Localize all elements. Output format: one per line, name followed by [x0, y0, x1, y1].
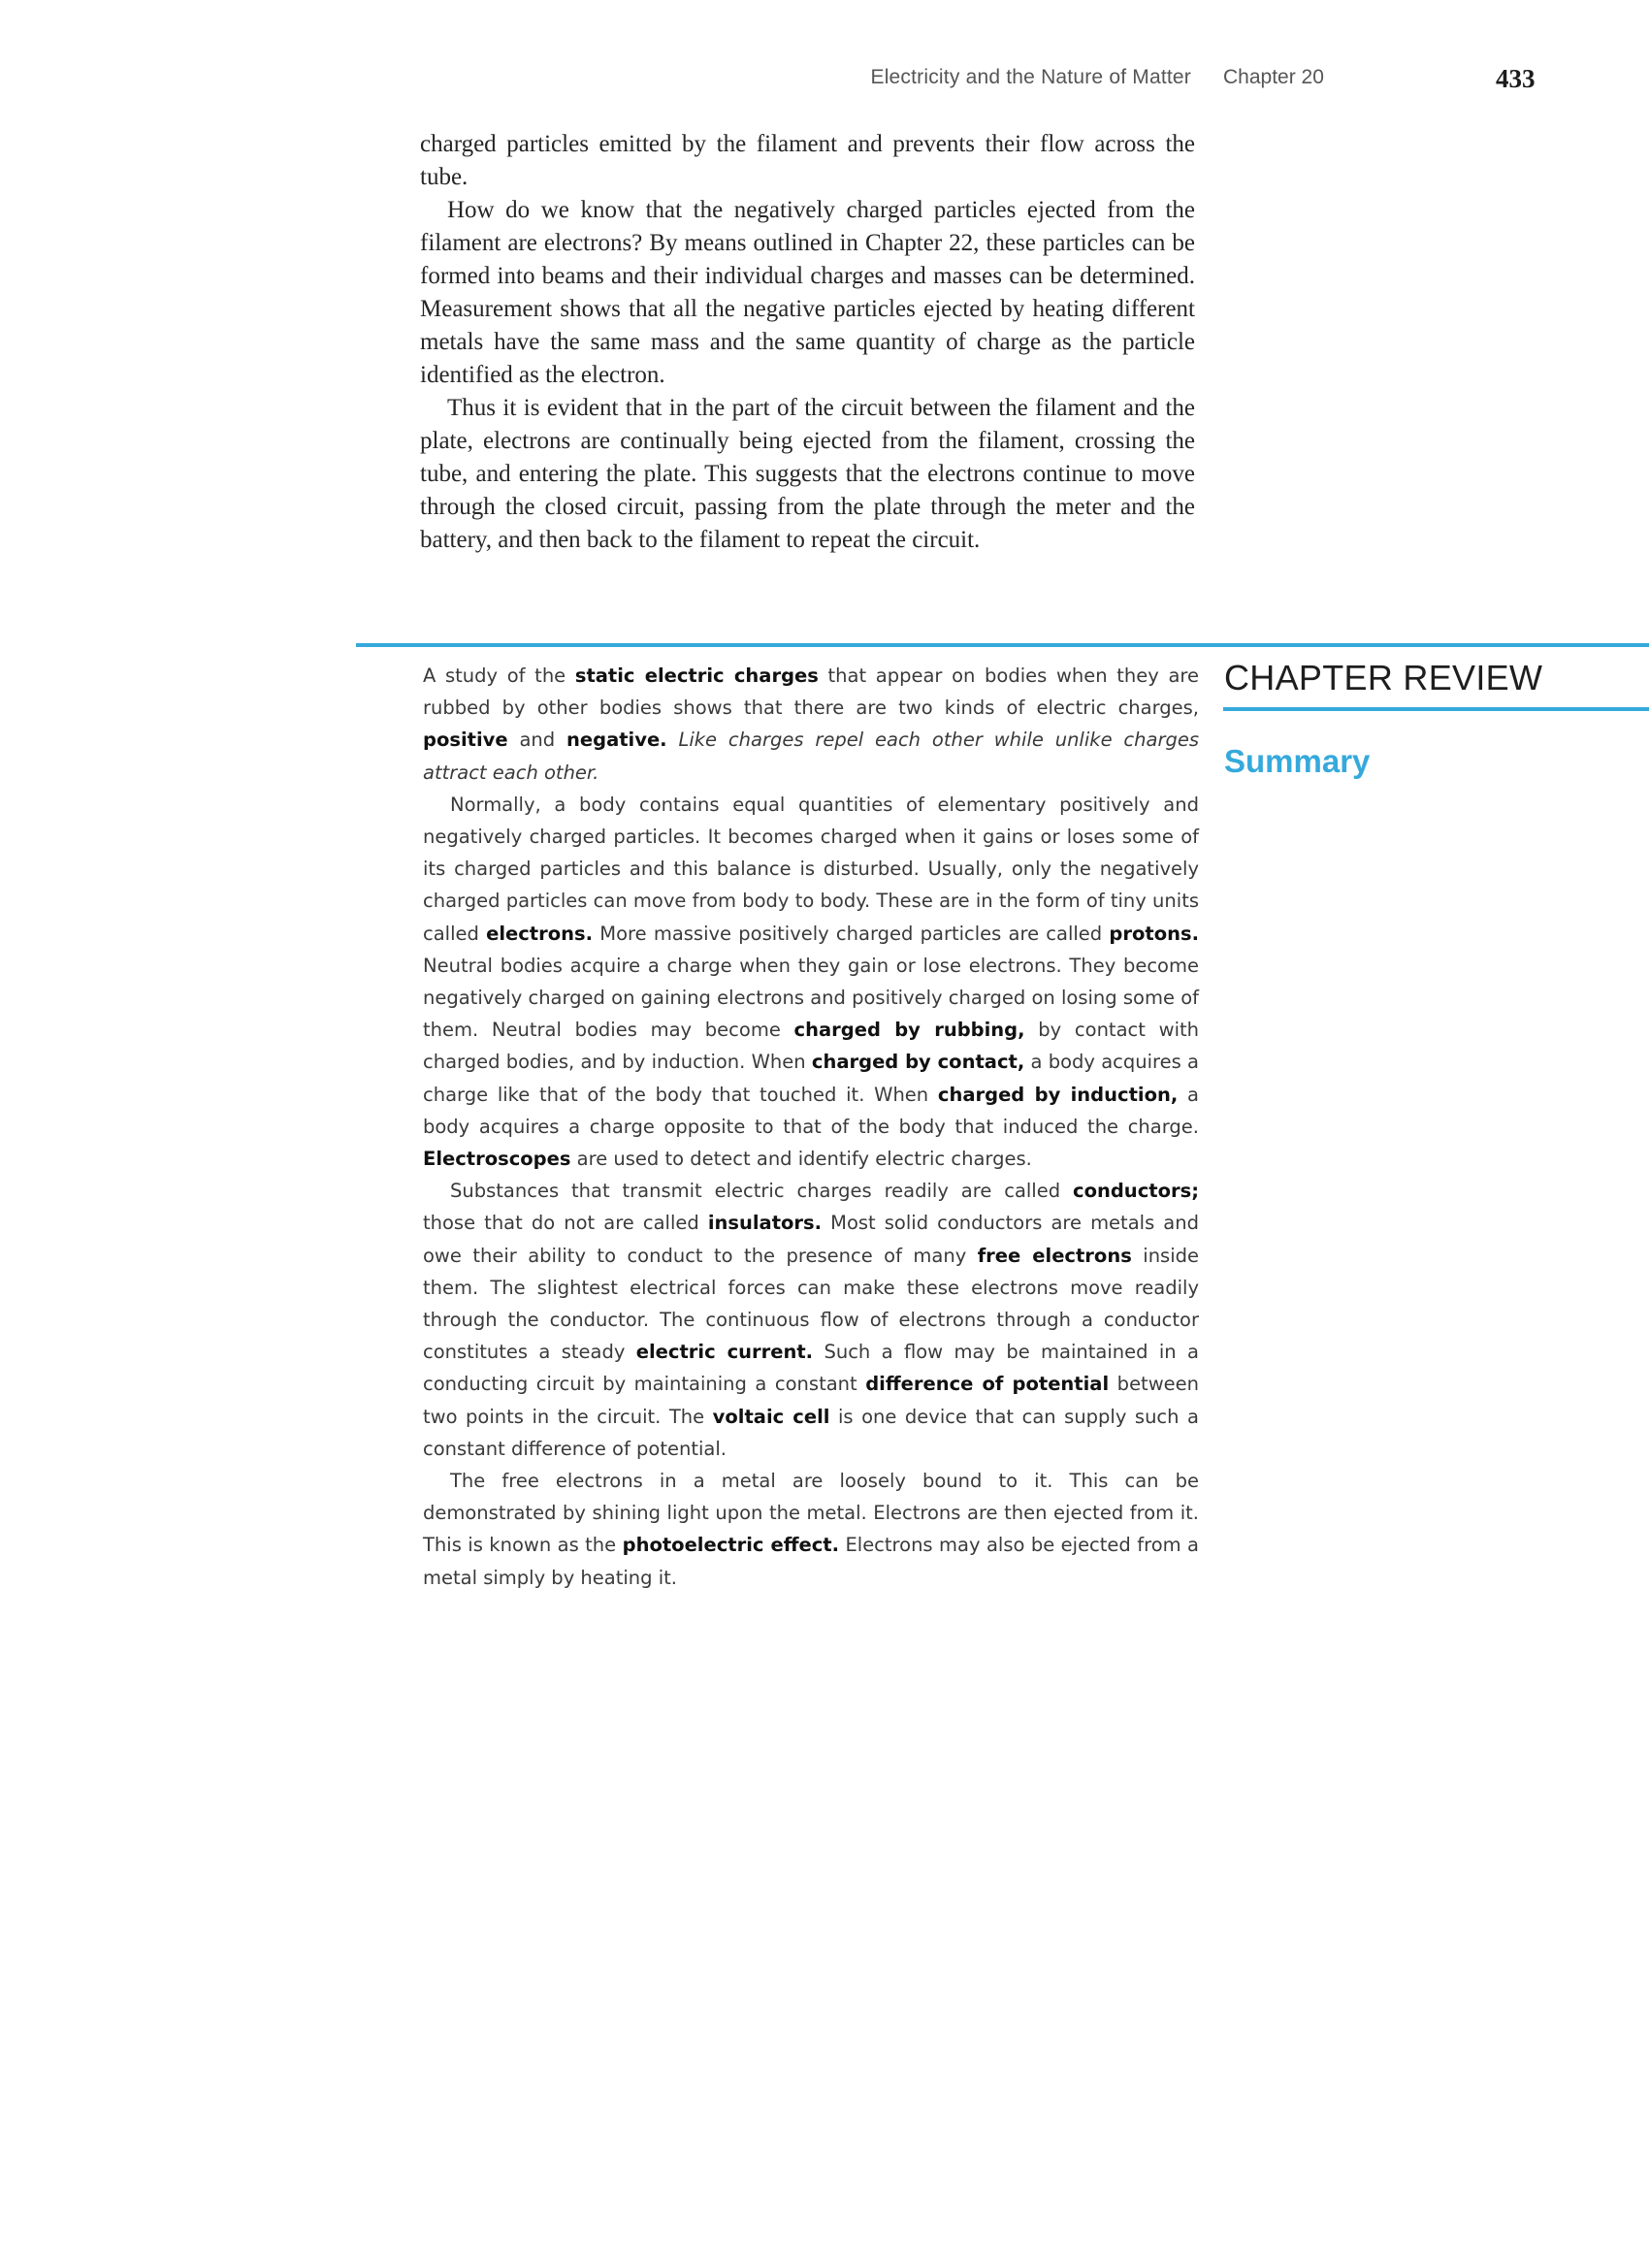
summary-paragraph-1 [423, 660, 1199, 789]
key-term: positive [423, 729, 508, 752]
chapter-review-heading: CHAPTER REVIEW [1224, 658, 1543, 697]
key-term: charged by rubbing, [793, 1019, 1025, 1042]
section-divider-rule [356, 643, 1649, 647]
summary-text-run: is one device that can supply such a constant difference of potential. [423, 1405, 1199, 1460]
intro-paragraph-1: charged particles emitted by the filament and prevents their flow across the tube. [420, 131, 1195, 190]
key-term: electric current. [635, 1341, 814, 1364]
intro-paragraph-3: Thus it is evident that in the part of the circuit between the filament and the plate, electrons are continually being ejected from the filament, crossing the tube, and entering the plate. This suggests that the electrons continue to move through the closed circuit, passing from the plate through the meter and the battery, and then back to the filament to repeat the circuit. [420, 395, 1195, 553]
summary-paragraph-4 [423, 1465, 1199, 1594]
summary-text-run: Electrons may also be ejected from a metal simply by heating it. [423, 1534, 1200, 1589]
summary-heading: Summary [1224, 743, 1371, 779]
key-term: charged by induction, [937, 1083, 1179, 1106]
chapter-review-rule [1223, 707, 1649, 711]
summary-text-run: a body acquires a charge like that of the body that touched it. When [423, 1051, 1199, 1106]
intro-text [420, 128, 1195, 557]
summary-paragraph-3 [423, 1175, 1199, 1465]
summary-text-run [667, 729, 679, 751]
key-term: charged by contact, [811, 1051, 1025, 1074]
summary-text-run: More massive positively charged particles are called [593, 922, 1110, 945]
summary-text-run: a body acquires a charge opposite to that of the body that induced the charge. [423, 1083, 1199, 1138]
summary-text-run: The free electrons in a metal are loosely bound to it. This can be demonstrated by shining light upon the metal. Electrons are then ejected from it. This is known as the [423, 1470, 1199, 1557]
summary-text-run: and [507, 729, 567, 752]
summary-text-run: Substances that transmit electric charges readily are called [450, 1180, 1074, 1203]
summary-text-run: Normally, a body contains equal quantities of elementary positively and negatively charged particles. It becomes charged when it gains or loses some of its charged particles and this balance is disturbed. Usually, only the negatively charged particles can move from body to body. These are in the form of tiny units called [423, 793, 1199, 945]
summary-text-run: Neutral bodies acquire a charge when they gain or lose electrons. They become negatively charged on gaining electrons and positively charged on losing some of them. Neutral bodies may become [423, 954, 1199, 1042]
key-term: protons. [1109, 922, 1199, 945]
key-term: Electroscopes [423, 1148, 571, 1171]
key-term: photoelectric effect. [622, 1534, 840, 1557]
key-term: negative. [566, 729, 667, 752]
key-term: insulators. [707, 1212, 823, 1235]
summary-text-run: that appear on bodies when they are rubbed by other bodies shows that there are two kinds of electric charges, [423, 664, 1200, 720]
key-term: voltaic cell [712, 1405, 830, 1428]
summary-text-run: by contact with charged bodies, and by induction. When [423, 1019, 1199, 1074]
key-term: electrons. [486, 922, 594, 945]
chapter-label: Chapter 20 [1223, 66, 1324, 88]
summary-text-run: between two points in the circuit. The [423, 1373, 1200, 1428]
key-term: conductors; [1073, 1180, 1199, 1203]
summary-paragraph-2 [423, 789, 1199, 1175]
key-term: static electric charges [574, 664, 819, 687]
summary-text-run: are used to detect and identify electric charges. [570, 1148, 1032, 1171]
intro-paragraph-2: How do we know that the negatively charged particles ejected from the filament are electrons? By means outlined in Chapter 22, these particles can be formed into beams and their individual charges and masses can be determined. Measurement shows that all the negative particles ejected by heating different metals have the same mass and the same quantity of charge as the particle identified as the electron. [420, 197, 1195, 388]
page-header [0, 64, 1649, 103]
summary-text-run: Most solid conductors are metals and owe their ability to conduct to the presence of many [423, 1212, 1199, 1267]
summary-text [423, 660, 1199, 1594]
summary-text-run: inside them. The slightest electrical forces can make these electrons move readily through the conductor. The continuous flow of electrons through a conductor constitutes a steady [423, 1244, 1200, 1364]
summary-text-run: those that do not are called [423, 1212, 708, 1235]
key-term: free electrons [977, 1244, 1132, 1267]
running-title: Electricity and the Nature of Matter [870, 66, 1191, 88]
emphasized-rule: Like charges repel each other while unlike charges attract each other. [423, 729, 1200, 784]
key-term: difference of potential [865, 1373, 1110, 1396]
summary-text-run: A study of the [423, 664, 575, 687]
page-number: 433 [1496, 64, 1536, 93]
summary-text-run: Such a flow may be maintained in a conducting circuit by maintaining a constant [423, 1341, 1199, 1396]
